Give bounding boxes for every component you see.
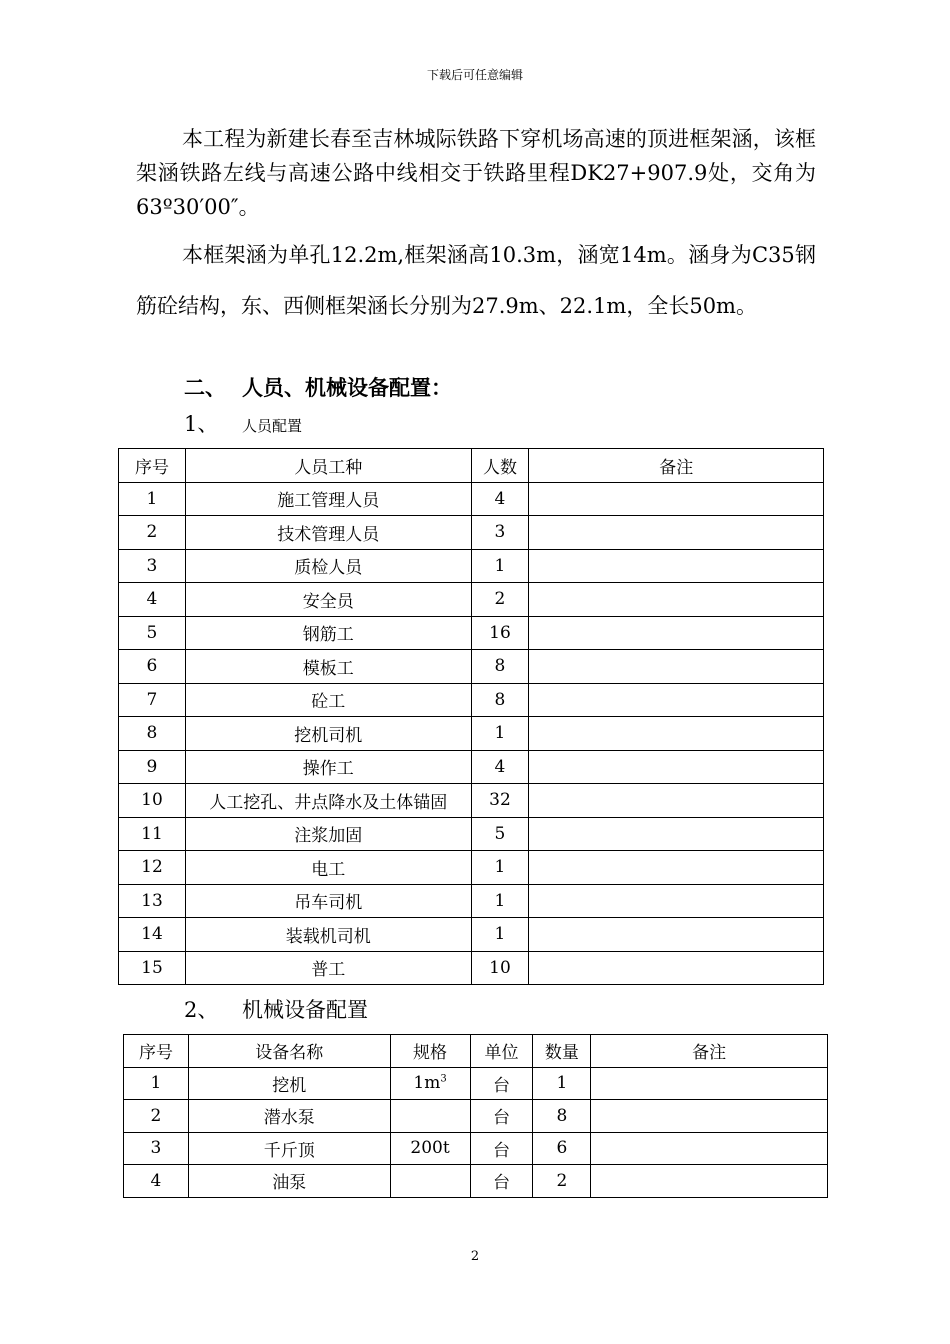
table-cell: 1	[471, 851, 529, 885]
table-header-cell: 序号	[124, 1035, 189, 1068]
table-row	[119, 851, 824, 885]
subsection-equipment	[184, 994, 368, 1024]
table-row	[124, 1132, 828, 1165]
table-row	[119, 650, 824, 684]
header-note: 下载后可任意编辑	[426, 68, 523, 82]
section-heading	[184, 372, 452, 402]
section-title: 人员、机械设备配置：	[242, 375, 452, 400]
table-cell: 5	[471, 817, 529, 851]
table-row	[119, 616, 824, 650]
table-cell: 16	[471, 616, 529, 650]
table-cell	[529, 817, 824, 851]
subsection-title: 机械设备配置	[242, 998, 368, 1022]
table-cell: 2	[533, 1165, 591, 1198]
subsection-personnel	[184, 408, 302, 438]
table-cell: 装载机司机	[185, 918, 471, 952]
table-cell	[529, 884, 824, 918]
table-header-cell: 设备名称	[188, 1035, 390, 1068]
table-row	[119, 817, 824, 851]
table-cell: 挖机	[188, 1067, 390, 1100]
table-row	[119, 884, 824, 918]
table-cell	[529, 650, 824, 684]
table-cell: 钢筋工	[185, 616, 471, 650]
table-cell: 200t	[390, 1132, 470, 1165]
table-cell: 1	[471, 918, 529, 952]
table-cell	[529, 750, 824, 784]
table-header-cell: 人员工种	[185, 449, 471, 483]
table-row	[124, 1100, 828, 1133]
table-row	[119, 750, 824, 784]
table-cell: 4	[471, 750, 529, 784]
table-header-row	[124, 1035, 828, 1068]
table-cell: 1	[124, 1067, 189, 1100]
table-cell: 8	[471, 650, 529, 684]
table-cell: 油泵	[188, 1165, 390, 1198]
table-cell: 台	[470, 1067, 533, 1100]
table-row	[119, 482, 824, 516]
table-cell: 12	[119, 851, 186, 885]
table-cell: 施工管理人员	[185, 482, 471, 516]
table-cell: 潜水泵	[188, 1100, 390, 1133]
table-cell	[529, 918, 824, 952]
table-cell: 安全员	[185, 583, 471, 617]
table-cell: 14	[119, 918, 186, 952]
table-cell: 8	[533, 1100, 591, 1133]
table-cell: 3	[119, 549, 186, 583]
table-row	[124, 1165, 828, 1198]
table-cell: 2	[471, 583, 529, 617]
table-cell: 技术管理人员	[185, 516, 471, 550]
table-cell: 普工	[185, 951, 471, 985]
table-cell	[591, 1165, 828, 1198]
table-row	[119, 784, 824, 818]
table-cell: 10	[471, 951, 529, 985]
table-cell: 7	[119, 683, 186, 717]
table-header-cell: 备注	[529, 449, 824, 483]
table-cell: 8	[119, 717, 186, 751]
table-cell: 千斤顶	[188, 1132, 390, 1165]
table-cell: 11	[119, 817, 186, 851]
table-header-cell: 人数	[471, 449, 529, 483]
table-header-row	[119, 449, 824, 483]
table-row	[119, 583, 824, 617]
intro-paragraph-2: 本框架涵为单孔12.2m,框架涵高10.3m，涵宽14m。涵身为C35钢筋砼结构，东、西侧框架涵长分别为27.9m、22.1m，全长50m。	[136, 243, 816, 318]
table-cell: 1	[533, 1067, 591, 1100]
table-cell	[591, 1132, 828, 1165]
table-cell: 4	[119, 583, 186, 617]
table-header-cell: 规格	[390, 1035, 470, 1068]
table-row	[119, 951, 824, 985]
table-cell: 台	[470, 1132, 533, 1165]
table-cell: 台	[470, 1165, 533, 1198]
spec-value: 1m	[413, 1073, 441, 1094]
table-cell: 2	[119, 516, 186, 550]
spec-superscript: 3	[440, 1073, 447, 1085]
table-cell	[529, 516, 824, 550]
table-header-cell: 备注	[591, 1035, 828, 1068]
subsection-number: 2、	[184, 998, 219, 1022]
page-number: 2	[470, 1249, 480, 1264]
table-cell	[529, 482, 824, 516]
table-row	[119, 717, 824, 751]
table-cell: 4	[471, 482, 529, 516]
table-cell: 操作工	[185, 750, 471, 784]
subsection-number: 1、	[184, 412, 219, 436]
personnel-table	[118, 448, 824, 985]
table-cell: 模板工	[185, 650, 471, 684]
table-cell: 9	[119, 750, 186, 784]
table-cell	[591, 1067, 828, 1100]
table-cell: 3	[124, 1132, 189, 1165]
subsection-title: 人员配置	[242, 417, 303, 435]
table-cell: 台	[470, 1100, 533, 1133]
table-cell	[390, 1067, 470, 1100]
table-cell	[529, 683, 824, 717]
table-cell	[529, 549, 824, 583]
table-cell: 质检人员	[185, 549, 471, 583]
table-row	[119, 516, 824, 550]
table-cell: 电工	[185, 851, 471, 885]
table-cell	[529, 717, 824, 751]
table-cell	[529, 784, 824, 818]
table-cell: 3	[471, 516, 529, 550]
table-cell: 6	[119, 650, 186, 684]
table-cell: 1	[471, 884, 529, 918]
table-cell: 人工挖孔、井点降水及土体锚固	[185, 784, 471, 818]
table-cell	[591, 1100, 828, 1133]
table-cell	[390, 1100, 470, 1133]
table-cell: 砼工	[185, 683, 471, 717]
table-cell: 1	[471, 549, 529, 583]
table-row	[119, 683, 824, 717]
table-cell: 4	[124, 1165, 189, 1198]
table-header-cell: 序号	[119, 449, 186, 483]
table-cell: 2	[124, 1100, 189, 1133]
table-cell: 1	[471, 717, 529, 751]
table-cell: 5	[119, 616, 186, 650]
equipment-table	[123, 1034, 828, 1198]
table-cell: 15	[119, 951, 186, 985]
table-cell: 注浆加固	[185, 817, 471, 851]
table-cell	[529, 616, 824, 650]
table-row	[119, 918, 824, 952]
table-header-cell: 数量	[533, 1035, 591, 1068]
table-cell	[529, 583, 824, 617]
table-row	[119, 549, 824, 583]
table-cell: 32	[471, 784, 529, 818]
table-cell: 13	[119, 884, 186, 918]
table-header-cell: 单位	[470, 1035, 533, 1068]
table-cell: 挖机司机	[185, 717, 471, 751]
table-cell: 吊车司机	[185, 884, 471, 918]
table-cell: 6	[533, 1132, 591, 1165]
table-cell	[529, 951, 824, 985]
table-cell	[390, 1165, 470, 1198]
intro-paragraph-1: 本工程为新建长春至吉林城际铁路下穿机场高速的顶进框架涵，该框架涵铁路左线与高速公路中线相交于铁路里程DK27+907.9处，交角为63º30′00″。	[136, 127, 816, 219]
table-cell: 10	[119, 784, 186, 818]
table-row	[124, 1067, 828, 1100]
section-number: 二、	[184, 375, 226, 400]
table-cell: 1	[119, 482, 186, 516]
table-cell: 8	[471, 683, 529, 717]
table-cell	[529, 851, 824, 885]
